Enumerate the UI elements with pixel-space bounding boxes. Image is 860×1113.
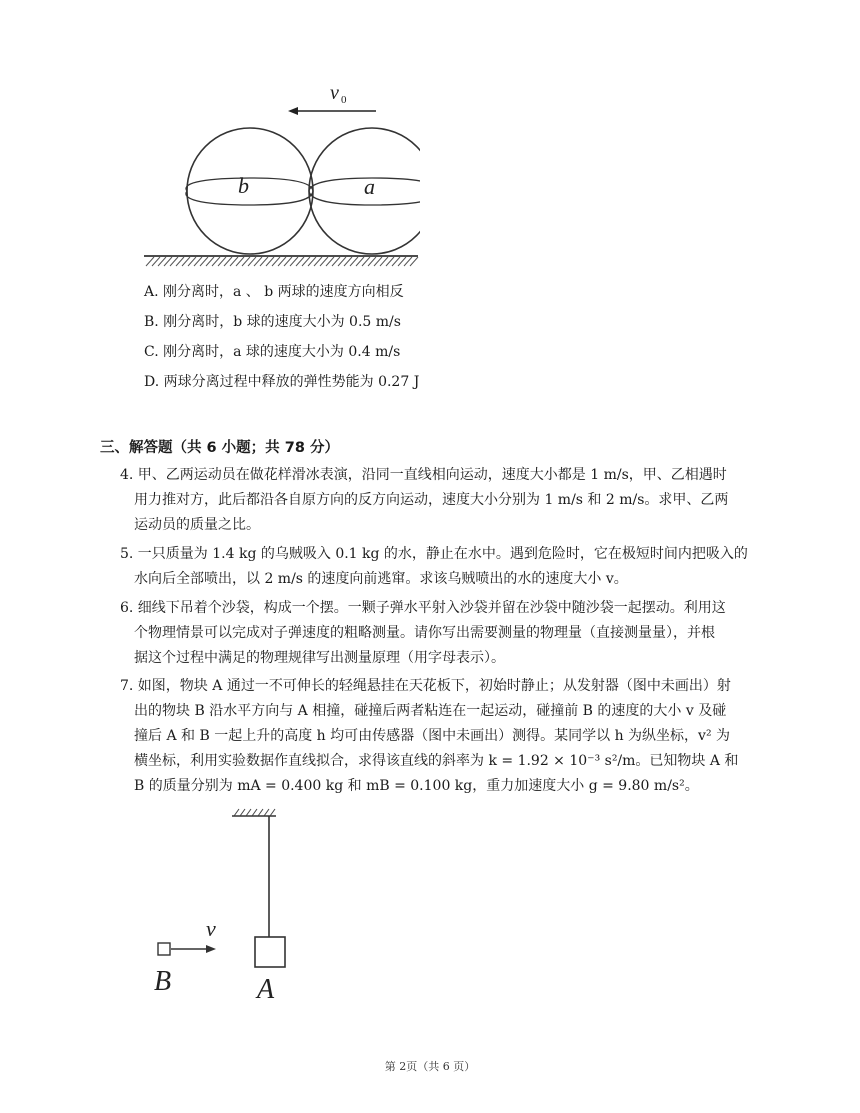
question-6-line-1: 6. 细线下吊着个沙袋，构成一个摆。一颗子弹水平射入沙袋并留在沙袋中随沙袋一起摆动。利用这 xyxy=(120,600,726,616)
ball-b xyxy=(187,128,313,254)
question-7-line-5: B 的质量分别为 mA = 0.400 kg 和 mB = 0.100 kg，重力加速度大小 g = 9.80 m/s²。 xyxy=(134,778,699,794)
question-4-line-1: 4. 甲、乙两运动员在做花样滑冰表演，沿同一直线相向运动，速度大小都是 1 m/s，甲、乙相遇时 xyxy=(120,467,727,483)
block-b xyxy=(158,943,170,955)
question-4 xyxy=(120,463,760,538)
block-b-velocity-label: v xyxy=(206,916,216,941)
question-5-line-2: 水向后全部喷出，以 2 m/s 的速度向前逃窜。求该乌贼喷出的水的速度大小 v。 xyxy=(134,571,628,587)
question-7-line-2: 出的物块 B 沿水平方向与 A 相撞，碰撞后两者粘连在一起运动，碰撞前 B 的速度的大小 v 及碰 xyxy=(134,703,727,719)
page-footer: 第 2页（共 6 页） xyxy=(384,1060,476,1073)
question-6-line-3: 据这个过程中满足的物理规律写出测量原理（用字母表示）。 xyxy=(134,650,505,666)
pendulum-figure xyxy=(140,805,310,1010)
option-b: B. 刚分离时，b 球的速度大小为 0.5 m/s xyxy=(144,314,401,330)
ceiling-hatching xyxy=(234,809,275,816)
block-a xyxy=(255,937,285,967)
question-7-line-3: 撞后 A 和 B 一起上升的高度 h 均可由传感器（图中未画出）测得。某同学以 h 为纵坐标，v² 为 xyxy=(134,728,731,744)
velocity-arrow-head xyxy=(288,107,298,115)
option-d: D. 两球分离过程中释放的弹性势能为 0.27 J xyxy=(144,374,420,390)
question-4-line-3: 运动员的质量之比。 xyxy=(134,517,260,533)
option-c: C. 刚分离时，a 球的速度大小为 0.4 m/s xyxy=(144,344,401,360)
question-6-line-2: 个物理情景可以完成对子弹速度的粗略测量。请你写出需要测量的物理量（直接测量量），并根 xyxy=(134,625,715,641)
two-balls-figure xyxy=(140,70,420,275)
block-b-label: B xyxy=(154,966,172,997)
question-4-line-2: 用力推对方，此后都沿各自原方向的反方向运动，速度大小分别为 1 m/s 和 2 m/s。求甲、乙两 xyxy=(134,492,729,508)
velocity-subscript: 0 xyxy=(341,94,347,106)
ball-b-label: b xyxy=(238,173,249,198)
block-b-velocity-arrow-head xyxy=(206,945,216,953)
velocity-label: v xyxy=(330,82,339,104)
ground-hatching xyxy=(146,257,418,266)
ball-b-equator xyxy=(186,178,313,205)
question-7-line-4: 横坐标，利用实验数据作直线拟合，求得该直线的斜率为 k = 1.92 × 10⁻³ s²/m。已知物块 A 和 xyxy=(134,753,739,769)
section-title: 三、解答题（共 6 小题；共 78 分） xyxy=(100,440,339,456)
block-a-label-text: A xyxy=(257,974,275,1005)
question-5-line-1: 5. 一只质量为 1.4 kg 的乌贼吸入 0.1 kg 的水，静止在水中。遇到危险时，它在极短时间内把吸入的 xyxy=(120,546,748,562)
option-a: A. 刚分离时，a 、 b 两球的速度方向相反 xyxy=(144,284,404,300)
question-6 xyxy=(120,596,760,671)
ball-a-label: a xyxy=(364,174,375,199)
question-7-line-1: 7. 如图，物块 A 通过一不可伸长的轻绳悬挂在天花板下，初始时静止；从发射器（图中未画出）射 xyxy=(120,678,731,694)
question-5 xyxy=(120,542,760,592)
question-7 xyxy=(120,674,760,799)
